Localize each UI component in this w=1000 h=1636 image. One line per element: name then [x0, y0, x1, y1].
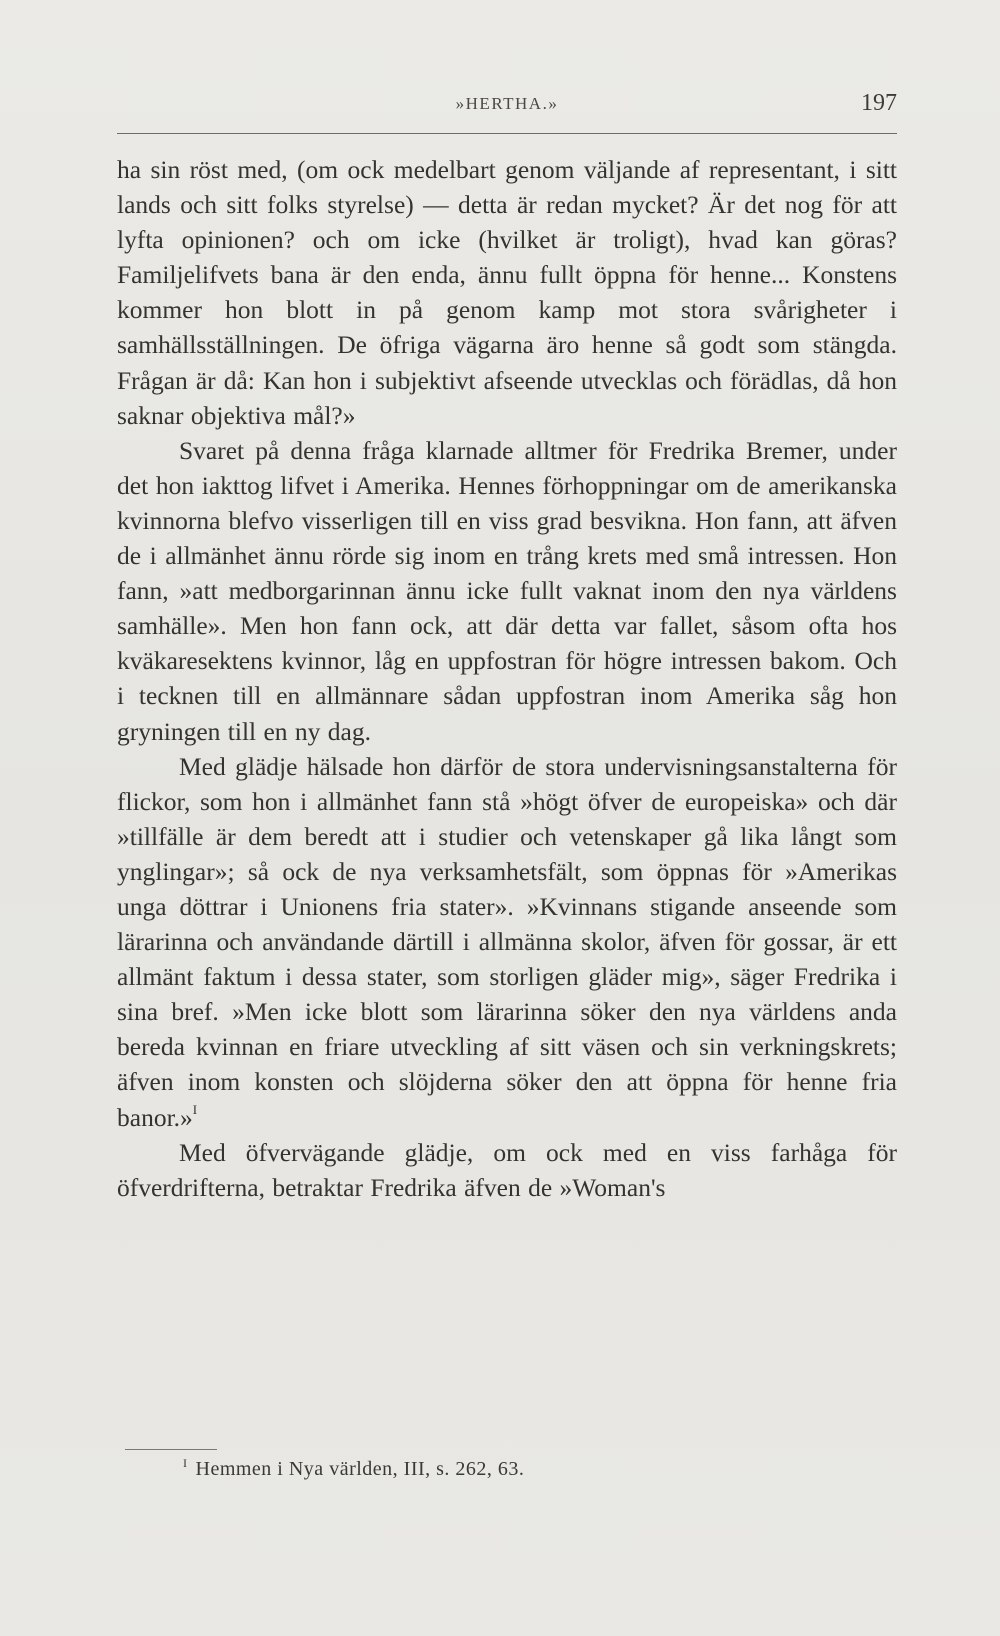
page-header [117, 92, 897, 122]
paragraph-1: ha sin röst med, (om ock medelbart genom väljande af representant, i sitt lands och sitt folks styrelse) — detta är redan mycket? Är det nog för att lyfta opinionen? och om icke (hvilket är troligt), hvad kan göras? Familjelifvets bana är den enda, ännu fullt öppna för henne... Konstens kommer hon blott in på genom kamp mot stora svårigheter i samhällsställningen. De öfriga vägarna äro henne så godt som stängda. Frågan är då: Kan hon i subjektivt afseende utvecklas och förädlas, då hon saknar objektiva mål?» [117, 155, 897, 430]
footnote-reference: I [192, 1101, 198, 1117]
paragraph-3 [117, 749, 897, 1135]
footnote-mark: I [183, 1456, 188, 1470]
running-title: »HERTHA.» [455, 94, 559, 113]
footnote-text: Hemmen i Nya världen, III, s. 262, 63. [195, 1458, 525, 1480]
paragraph-4: Med öfvervägande glädje, om ock med en viss farhåga för öfverdrifterna, betraktar Fredrika äfven de »Woman's [117, 1137, 897, 1202]
paragraph-2: Svaret på denna fråga klarnade alltmer för Fredrika Bremer, under det hon iakttog lifvet i Amerika. Hennes förhoppningar om de amerikanska kvinnorna blefvo visserligen till en viss grad besvikna. Hon fann, att äfven de i allmänhet ännu rörde sig inom en trång krets med små intressen. Hon fann, »att medborgarinnan ännu icke fullt vaknat inom den nya världens samhälle». Men hon fann ock, att där detta var fallet, såsom ofta hos kväkaresektens kvinnor, låg en uppfostran för högre intressen bakom. Och i tecknen till en allmännare sådan uppfostran inom Amerika såg hon gryningen till en ny dag. [117, 435, 897, 746]
body-text [117, 152, 897, 1205]
page-number: 197 [861, 90, 897, 116]
paragraph-3-text: Med glädje hälsade hon därför de stora undervisningsanstalterna för flickor, som hon i allmänhet fann stå »högt öfver de europeiska» och där »tillfälle är dem beredt att i studier och vetenskaper gå lika långt som ynglingar»; så ock de nya verksamhetsfält, som öppnas för »Amerikas unga döttrar i Unionens fria stater». »Kvinnans stigande anseende som lärarinna och användande därtill i allmänna skolor, äfven för gossar, är ett allmänt faktum i dessa stater, som storligen gläder mig», säger Fredrika i sina bref. »Men icke blott som lärarinna söker den nya världens anda bereda kvinnan en friare utveckling af sitt väsen och sin verkningskrets; äfven inom konsten och slöjderna söker den att öppna för henne fria banor.» [117, 751, 897, 1132]
footnote-rule [125, 1449, 217, 1450]
footnote [183, 1456, 524, 1481]
header-rule [117, 133, 897, 134]
